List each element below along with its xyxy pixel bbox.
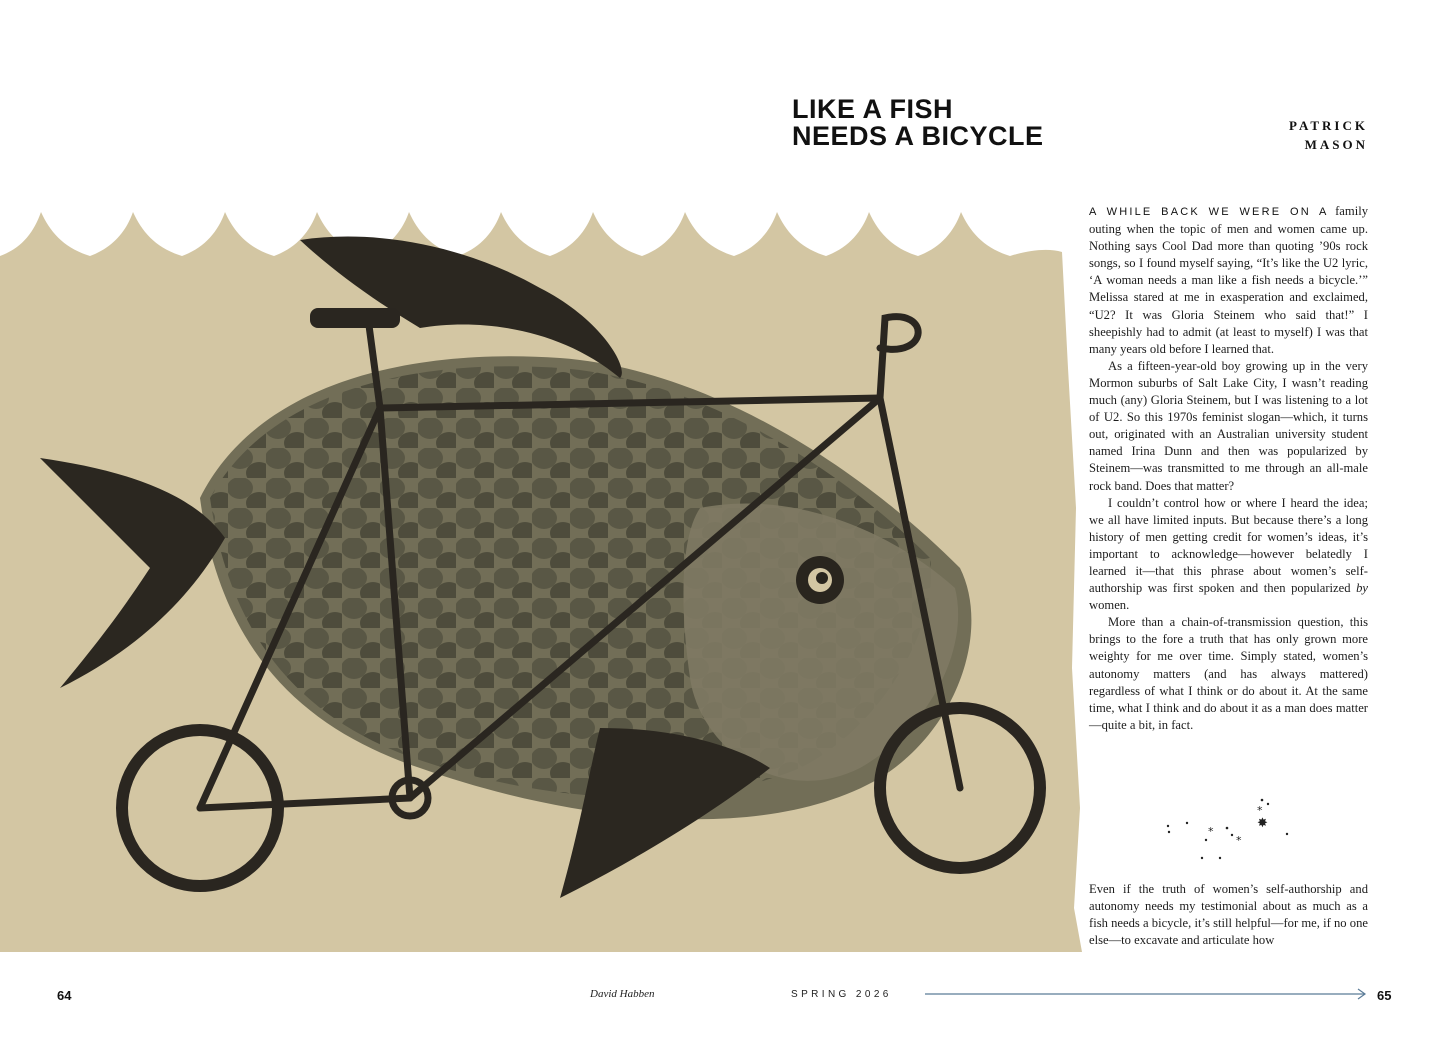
page-number-right: 65 [1377,988,1392,1003]
article-title [792,96,1122,150]
illustration-credit: David Habben [590,988,655,1000]
svg-text:*: * [1236,834,1242,847]
article-body [1089,203,1368,734]
author-byline [1220,116,1368,154]
author-first-name: PATRICK [1288,118,1368,133]
svg-text:*: * [1208,825,1214,838]
svg-text:*: * [1257,804,1263,817]
footer-arrow-rule [925,986,1369,1002]
bicycle-saddle [310,308,400,328]
fish-bicycle-illustration [0,208,1085,952]
paragraph-3-emphasis: by [1356,581,1368,596]
paragraph-1 [1089,203,1368,358]
paragraph-4: More than a chain-of-transmission question, this brings to the fore a truth that has only grown more weighty for me over time. Simply stated, women’s autonomy matters (and has always mattered) regardless of what I think or do about it. At the same time, what I think and do about it as a man does matter—quite a bit, in fact. [1089,615,1368,732]
paragraph-1-text: family outing when the topic of men and women came up. Nothing says Cool Dad more than quoting ’90s rock songs, so I found myself saying, “It’s like the U2 lyric, ‘A woman needs a man like a fish needs a bicycle.’” Melissa stared at me in exasperation and exclaimed, “U2? It was Gloria Steinem who said that!” I sheepishly had to admit (at least to myself) I was that many years old before I learned that. [1089,204,1368,356]
paragraph-3-text-b: women. [1089,598,1130,613]
paragraph-2: As a fifteen-year-old boy growing up in the very Mormon suburbs of Salt Lake City, I wasn’t reading much (any) Gloria Steinem, but I was listening to a lot of U2. So this 1970s feminist slogan—which, it turns out, originated with an Australian university student named Irina Dunn and then was popularized by Steinem—was transmitted to me through an all-male rock band. Does that matter? [1089,358,1368,493]
page-number-left: 64 [57,988,72,1003]
paragraph-5: Even if the truth of women’s self-authorship and autonomy needs my testimonial about as much as a fish needs a bicycle, it’s still helpful—for me, if no one else—to excavate and articulate how [1089,882,1368,948]
title-line-2: NEEDS A BICYCLE [792,121,1044,151]
paragraph-3 [1089,495,1368,615]
lead-in: A WHILE BACK WE WERE ON A [1089,206,1329,218]
constellation-ornament [1160,792,1294,864]
svg-text:✸: ✸ [1257,816,1268,831]
title-line-1: LIKE A FISH [792,94,954,124]
issue-label: SPRING 2026 [791,989,892,1000]
paragraph-3-text-a: I couldn’t control how or where I heard the idea; we all have limited inputs. But because there’s a long history of men getting credit for women’s ideas, it’s important to acknowledge—however belatedly I learned it—that this phrase about women’s self-authorship was first spoken and then popularized [1089,495,1368,596]
author-last-name: MASON [1304,137,1368,152]
